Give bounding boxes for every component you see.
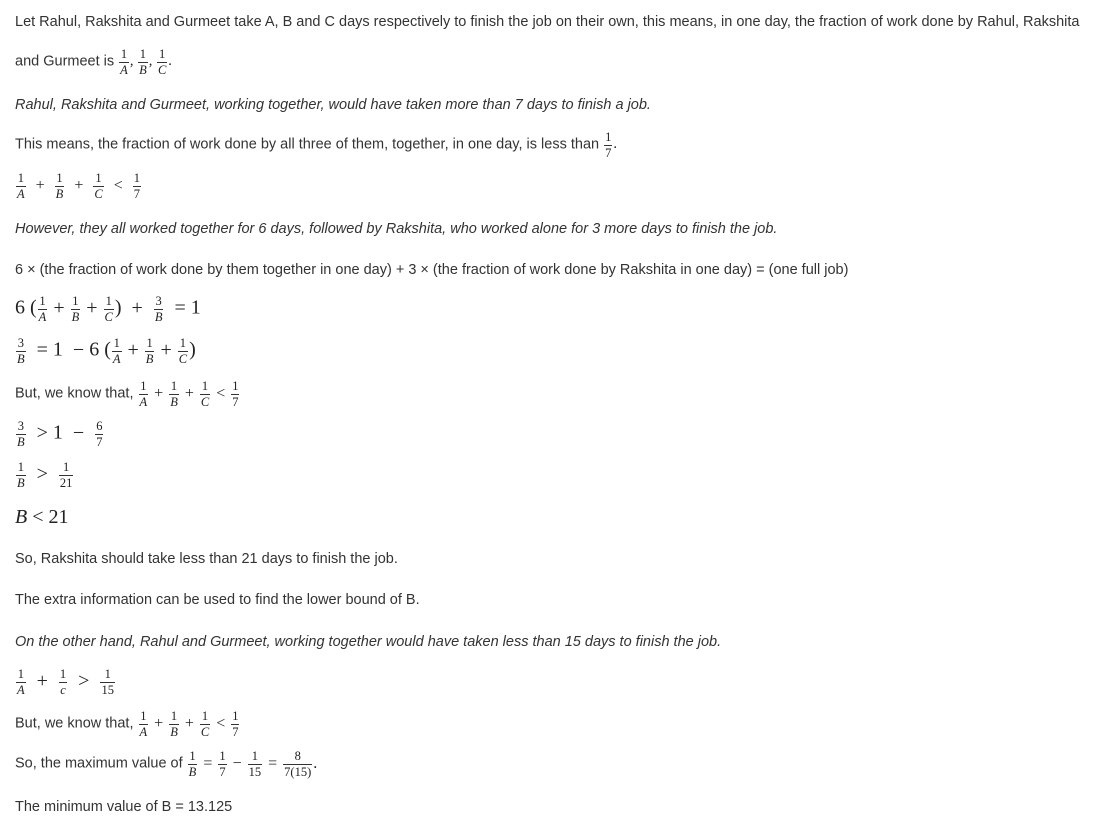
- equation-3b-gt: $\frac{3}{B}$ > 1 − $\frac{6}{7}$: [17, 419, 103, 449]
- known-inequality-1: But, we know that, $\frac{1}{A}$ + $\frac{1}{B}$ + $\frac{1}{C}$ < $\frac{1}{7}$: [15, 379, 239, 409]
- equation-a-c-gt: $\frac{1}{A}$ + $\frac{1}{c}$ > $\frac{1}{15}$: [17, 667, 114, 697]
- fractions-line: and Gurmeet is $\frac{1}{A}$ , $\frac{1}{B}$ , $\frac{1}{C}$ .: [15, 47, 172, 77]
- frac-1-over-7: $\frac{1}{7}$: [605, 130, 612, 160]
- equation-1b-gt: $\frac{1}{B}$ > $\frac{1}{21}$: [17, 460, 73, 490]
- extra-info-text: The extra information can be used to find the lower bound of B.: [15, 592, 420, 608]
- equation-b-lt-21: B < 21: [15, 506, 69, 528]
- frac-1-over-b: $\frac{1}{B}$: [139, 47, 147, 77]
- work-equation-text: 6 × (the fraction of work done by them together in one day) + 3 × (the fraction of work done by Rakshita in one day) = (one full job): [15, 262, 849, 278]
- intro-text: Let Rahul, Rakshita and Gurmeet take A, B and C days respectively to finish the job on their own, this means, in one day, the fraction of work done by Rahul, Rakshita: [15, 14, 1080, 30]
- condition-2: However, they all worked together for 6 days, followed by Rakshita, who worked alone for 3 more days to finish the job.: [15, 221, 778, 237]
- equation-3-over-b: $\frac{3}{B}$ = 1 − 6 ( $\frac{1}{A}$ + $\frac{1}{B}$ + $\frac{1}{C}$ ): [17, 336, 196, 366]
- frac-1-over-c: $\frac{1}{C}$: [157, 47, 167, 77]
- fractions-intro: and Gurmeet is: [15, 53, 115, 70]
- max-value-line: So, the maximum value of $\frac{1}{B}$ = $\frac{1}{7}$ − $\frac{1}{15}$ = $\frac{8}{7(15)}$ .: [15, 749, 318, 779]
- condition-3: On the other hand, Rahul and Gurmeet, working together would have taken less than 15 days to finish the job.: [15, 634, 722, 650]
- fraction-less-text: This means, the fraction of work done by all three of them, together, in one day, is less than: [15, 136, 600, 153]
- frac-1-over-a: $\frac{1}{A}$: [120, 47, 128, 77]
- known-inequality-2: But, we know that, $\frac{1}{A}$ + $\frac{1}{B}$ + $\frac{1}{C}$ < $\frac{1}{7}$: [15, 709, 239, 739]
- conclusion-upper: So, Rakshita should take less than 21 days to finish the job.: [15, 551, 398, 567]
- condition-1: Rahul, Rakshita and Gurmeet, working together, would have taken more than 7 days to finish a job.: [15, 97, 651, 113]
- equation-sum-less: $\frac{1}{A}$ + $\frac{1}{B}$ + $\frac{1}{C}$ < $\frac{1}{7}$: [17, 171, 140, 201]
- fraction-less-line: This means, the fraction of work done by all three of them, together, in one day, is less than $\frac{1}{7}$ .: [15, 130, 617, 160]
- min-value-text: The minimum value of B = 13.125: [15, 799, 233, 815]
- equation-work: 6 ( $\frac{1}{A}$ + $\frac{1}{B}$ + $\frac{1}{C}$ ) + $\frac{3}{B}$ = 1: [15, 294, 201, 324]
